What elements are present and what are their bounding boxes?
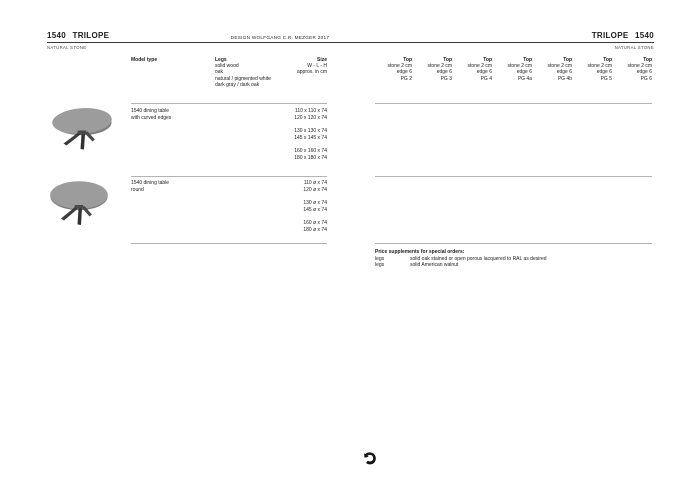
size-group <box>250 148 327 162</box>
pg-top-label: Top <box>643 56 652 63</box>
pg-material: stone 2 cm <box>427 62 452 69</box>
header-rule <box>47 42 654 43</box>
pg-group: PG 2 <box>400 75 412 82</box>
size-value: 120 x 120 x 74 <box>294 115 327 121</box>
size-value: 120 ø x 74 <box>303 186 327 193</box>
pg-group: PG 4b <box>557 75 572 82</box>
size-group <box>250 200 327 214</box>
size-value: 145 x 145 x 74 <box>294 135 327 141</box>
size-value: 110 x 110 x 74 <box>294 108 327 114</box>
divider <box>131 103 327 104</box>
legs-label: Legs <box>215 56 227 63</box>
divider <box>375 103 652 104</box>
pg-top-label: Top <box>443 56 452 63</box>
pg-edge: edge 6 <box>396 69 412 76</box>
size-value: 160 x 160 x 74 <box>294 148 327 154</box>
pg-edge: edge 6 <box>476 69 492 76</box>
size-group <box>250 220 327 234</box>
pg-edge: edge 6 <box>556 69 572 76</box>
size-value: 110 ø x 74 <box>303 179 327 186</box>
pg-group: PG 4 <box>480 75 492 82</box>
pg-material: stone 2 cm <box>627 62 652 69</box>
pg-material: stone 2 cm <box>467 62 492 69</box>
pg-edge: edge 6 <box>596 69 612 76</box>
pg-top-label: Top <box>603 56 612 63</box>
pg-material: stone 2 cm <box>587 62 612 69</box>
legs-line: natural / pigmented white <box>215 75 271 82</box>
divider <box>375 176 652 177</box>
product-name-block <box>131 180 169 194</box>
legs-line: solid wood <box>215 62 239 69</box>
product-illustration-round-table <box>46 176 112 235</box>
product-illustration-curved-table <box>50 104 114 159</box>
size-label: Size <box>316 56 327 63</box>
price-supplements-title: Price supplements for special orders: <box>375 249 465 255</box>
pg-edge: edge 6 <box>436 69 452 76</box>
column-header-model-type: Model type <box>131 56 158 63</box>
pg-top-label: Top <box>523 56 532 63</box>
page-title-right: TRILOPE 1540 <box>591 31 654 40</box>
page-title-left: 1540 TRILOPE <box>47 31 110 40</box>
brand-logo-icon <box>362 451 378 472</box>
size-value: 130 ø x 74 <box>303 199 327 206</box>
legs-line: oak <box>215 69 224 76</box>
pg-top-label: Top <box>483 56 492 63</box>
divider <box>131 243 327 244</box>
supplement-part: legs <box>375 262 385 268</box>
category-label-left: NATURAL STONE <box>47 44 87 50</box>
pg-group: PG 5 <box>600 75 612 82</box>
size-value: 180 x 180 x 74 <box>294 155 327 161</box>
product-name-block <box>131 108 171 122</box>
size-value: 180 ø x 74 <box>303 226 327 233</box>
product-name: 1540 dining table <box>131 179 170 186</box>
size-group <box>250 128 327 142</box>
supplement-item <box>375 262 547 269</box>
pg-group: PG 4a <box>517 75 532 82</box>
size-list <box>250 180 327 240</box>
pg-column <box>596 57 652 83</box>
supplement-description: solid oak stained or open porous lacquered to RAL as desired <box>410 255 547 262</box>
pg-edge: edge 6 <box>516 69 532 76</box>
supplement-part: legs <box>375 255 385 262</box>
size-group <box>250 180 327 194</box>
size-line: approx. in cm <box>296 69 327 76</box>
column-header-size <box>250 57 327 76</box>
supplement-description: solid American walnut <box>410 262 459 268</box>
pg-top-label: Top <box>563 56 572 63</box>
pg-group: PG 3 <box>440 75 452 82</box>
size-value: 145 ø x 74 <box>303 206 327 213</box>
product-variant: with curved edges <box>131 115 172 121</box>
pg-group: PG 6 <box>640 75 652 82</box>
size-group <box>250 108 327 122</box>
price-supplements <box>375 249 547 269</box>
pg-material: stone 2 cm <box>387 62 412 69</box>
size-list <box>250 108 327 168</box>
divider <box>131 176 327 177</box>
pg-top-label: Top <box>403 56 412 63</box>
pg-material: stone 2 cm <box>547 62 572 69</box>
design-credit: DESIGN WOLFGANG C.R. MEZGER 2017 <box>230 35 330 40</box>
product-name: 1540 dining table <box>131 108 170 114</box>
size-value: 130 x 130 x 74 <box>294 128 327 134</box>
size-line: W - L - H <box>307 62 327 69</box>
legs-line: dark gray / dark oak <box>215 82 260 89</box>
pg-material: stone 2 cm <box>507 62 532 69</box>
product-variant: round <box>131 186 144 193</box>
pg-edge: edge 6 <box>636 69 652 76</box>
size-value: 160 ø x 74 <box>303 219 327 226</box>
divider <box>375 243 652 244</box>
category-label-right: NATURAL STONE <box>614 44 654 50</box>
